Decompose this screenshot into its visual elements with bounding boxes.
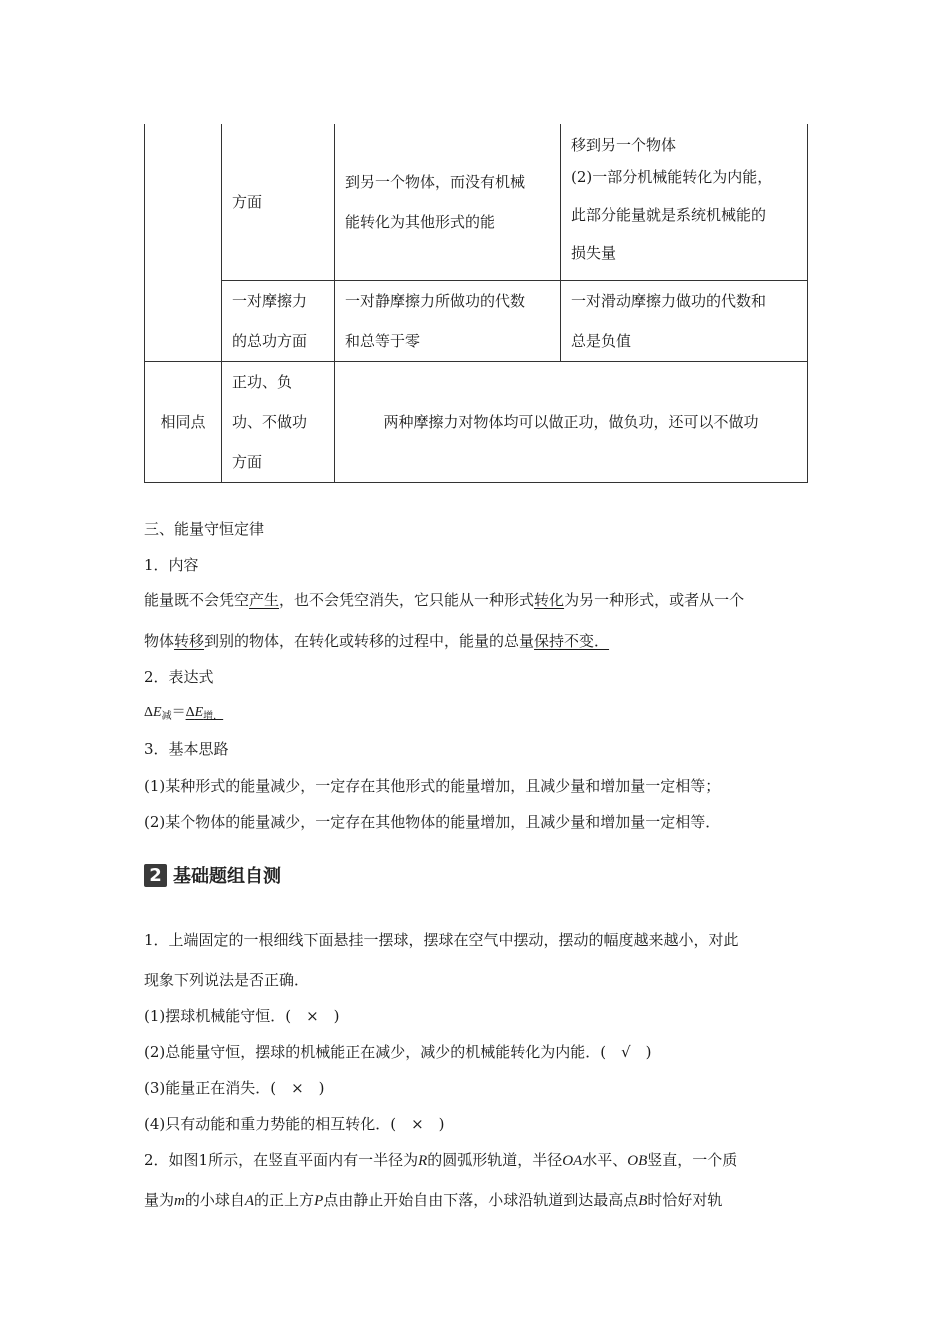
answer-item: (1)摆球机械能守恒．( × ) xyxy=(144,1007,340,1025)
paragraph-line: (1)某种形式的能量减少，一定存在其他形式的能量增加，且减少量和增加量一定相等； xyxy=(144,777,721,795)
table-cell: 移到另一个物体 (2)一部分机械能转化为内能， 此部分能量就是系统机械能的 损失量 xyxy=(561,124,808,280)
table-cell: 两种摩擦力对物体均可以做正功，做负功，还可以不做功 xyxy=(335,361,808,482)
paragraph-line: (2)某个物体的能量减少，一定存在其他物体的能量增加，且减少量和增加量一定相等． xyxy=(144,813,721,831)
section-header-title: 基础题组自测 xyxy=(173,866,281,887)
subheading: 3．基本思路 xyxy=(144,740,229,758)
table-cell: 一对滑动摩擦力做功的代数和 总是负值 xyxy=(561,280,808,361)
table-cell: 到另一个物体，而没有机械 能转化为其他形式的能 xyxy=(335,124,561,280)
underlined-term: 转移 xyxy=(174,632,205,650)
answer-item: (3)能量正在消失．( × ) xyxy=(144,1079,325,1097)
subheading: 1．内容 xyxy=(144,556,199,574)
section-header xyxy=(144,863,281,887)
question-text: 2．如图1所示，在竖直平面内有一半径为R的圆弧形轨道，半径OA水平、OB竖直，一个质 xyxy=(144,1151,738,1169)
table-row xyxy=(145,361,808,482)
answer-item: (2)总能量守恒，摆球的机械能正在减少，减少的机械能转化为内能．( √ ) xyxy=(144,1043,652,1061)
question-text: 量为m的小球自A的正上方P点由静止开始自由下落，小球沿轨道到达最高点B时恰好对轨 xyxy=(144,1191,723,1209)
table-cell: 方面 xyxy=(222,124,335,280)
paragraph-line: 能量既不会凭空产生，也不会凭空消失，它只能从一种形式转化为另一种形式，或者从一个 xyxy=(144,591,745,609)
table-cell: 正功、负 功、不做功 方面 xyxy=(222,361,335,482)
section-title: 三、能量守恒定律 xyxy=(144,520,265,538)
question-text: 现象下列说法是否正确． xyxy=(144,971,310,989)
friction-comparison-table xyxy=(144,124,808,483)
table-cell: 一对静摩擦力所做功的代数 和总等于零 xyxy=(335,280,561,361)
underlined-term: 保持不变． xyxy=(534,632,610,650)
table-cell: 一对摩擦力 的总功方面 xyxy=(222,280,335,361)
table-cell: 相同点 xyxy=(145,361,222,482)
paragraph-line: 物体转移到别的物体，在转化或转移的过程中，能量的总量保持不变． xyxy=(144,632,610,650)
table-row xyxy=(145,124,808,280)
underlined-term: 产生 xyxy=(249,591,280,609)
answer-item: (4)只有动能和重力势能的相互转化．( × ) xyxy=(144,1115,445,1133)
formula: $\Delta E_减=\Delta E_{增.}$ xyxy=(144,705,224,722)
section-number-badge: 2 xyxy=(144,864,167,887)
table-cell-empty xyxy=(145,124,222,361)
subheading: 2．表达式 xyxy=(144,668,214,686)
table-row xyxy=(145,280,808,361)
question-text: 1．上端固定的一根细线下面悬挂一摆球，摆球在空气中摆动，摆动的幅度越来越小，对此 xyxy=(144,931,739,949)
underlined-term: 转化 xyxy=(534,591,565,609)
